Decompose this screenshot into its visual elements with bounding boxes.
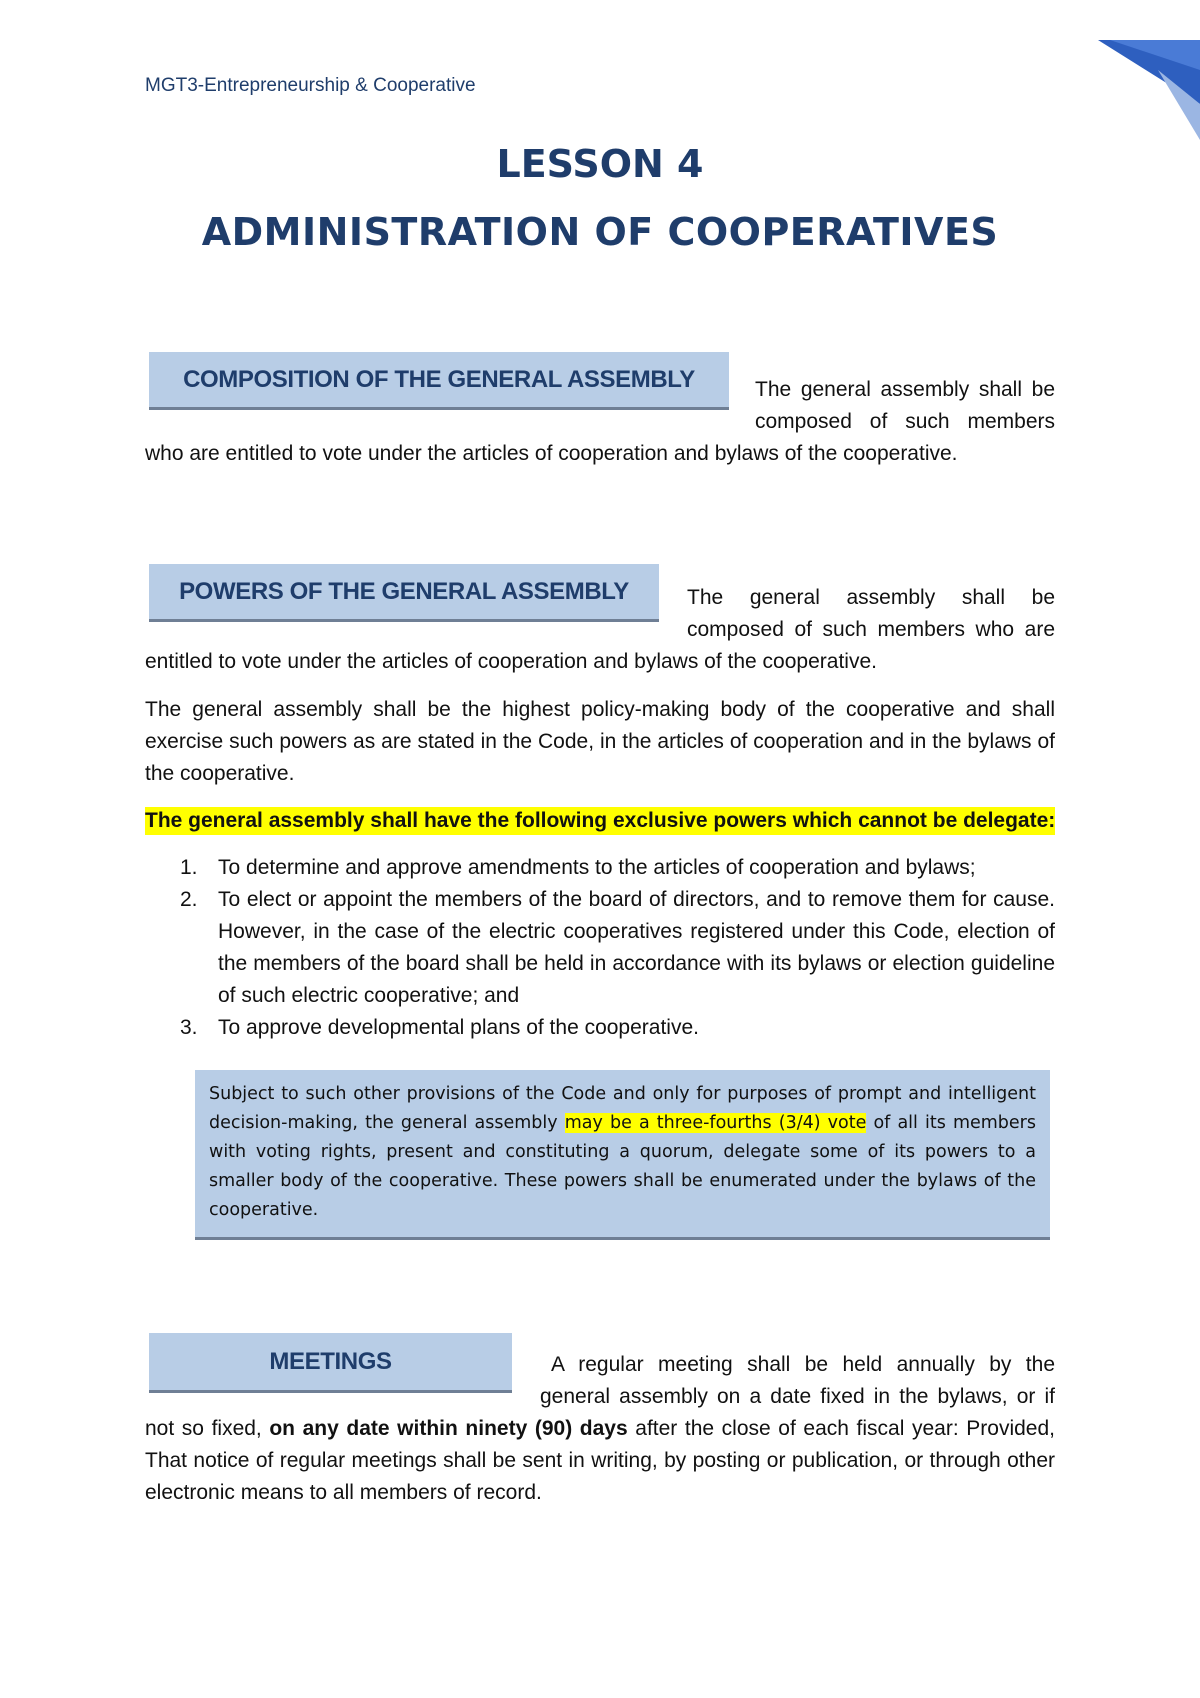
composition-line-3: who are entitled to vote under the articles of cooperation and bylaws of the cooperative. (145, 442, 958, 465)
course-header: MGT3-Entrepreneurship & Cooperative (145, 75, 476, 96)
composition-line-1: The general assembly shall be (755, 378, 1055, 401)
list-item-text: To approve developmental plans of the cooperative. (218, 1016, 699, 1039)
meetings-line-1: A regular meeting shall be held annually by the (551, 1353, 1055, 1376)
meetings-text-bold: on any date within ninety (90) days (269, 1417, 628, 1440)
list-item (145, 884, 1055, 1012)
note-highlight: may be a three-fourths (3/4) vote (564, 1113, 867, 1133)
list-item-number: 3. (180, 1016, 198, 1039)
note-text-after: of all its members with voting rights, present and constituting a quorum, delegate some of its powers to a smaller body of the cooperative. These powers shall be enumerated under the bylaws of the cooperative. (209, 1113, 1036, 1220)
exclusive-powers-heading: The general assembly shall have the following exclusive powers which cannot be delegate: (145, 807, 1055, 835)
delegation-note-box (195, 1070, 1050, 1240)
meetings-line-2: general assembly on a date fixed in the bylaws, or if (540, 1385, 1055, 1408)
lesson-number: LESSON 4 (496, 142, 704, 186)
meetings-heading: MEETINGS (149, 1333, 512, 1393)
powers-line-2: composed of such members who are (687, 618, 1055, 641)
powers-line-3: entitled to vote under the articles of cooperation and bylaws of the cooperative. (145, 650, 877, 673)
list-item-text: To elect or appoint the members of the board of directors, and to remove them for cause. However, in the case of the electric cooperatives registered under this Code, election of the members of the board shall be held in accordance with its bylaws or election guideline of such electric cooperative; and (218, 888, 1055, 1007)
powers-heading: POWERS OF THE GENERAL ASSEMBLY (149, 564, 659, 622)
powers-paragraph: The general assembly shall be the highest policy-making body of the cooperative and shall exercise such powers as are stated in the Code, in the articles of cooperation and in the bylaws of the cooperative. (145, 698, 1055, 785)
list-item-number: 1. (180, 856, 198, 879)
meetings-paragraph (145, 1413, 1055, 1509)
list-item-text: To determine and approve amendments to the articles of cooperation and bylaws; (218, 856, 976, 879)
corner-decoration (1040, 0, 1200, 140)
note-text-before: Subject to such other provisions of the Code and only for purposes of prompt and intelligent decision-making, the general assembly (209, 1084, 1036, 1133)
list-item (145, 852, 1055, 884)
lesson-title: ADMINISTRATION OF COOPERATIVES (201, 210, 999, 254)
composition-line-2: composed of such members (755, 410, 1055, 433)
meetings-text-b: after the close of each fiscal year: Provided, That notice of regular meetings shall be sent in writing, by posting or publication, or through other electronic means to all members of record. (145, 1417, 1055, 1504)
powers-line-1: The general assembly shall be (687, 586, 1055, 609)
list-item (145, 1012, 1055, 1044)
composition-heading: COMPOSITION OF THE GENERAL ASSEMBLY (149, 352, 729, 410)
meetings-text-a: not so fixed, (145, 1417, 270, 1440)
list-item-number: 2. (180, 888, 198, 911)
exclusive-powers-list (145, 852, 1055, 1044)
